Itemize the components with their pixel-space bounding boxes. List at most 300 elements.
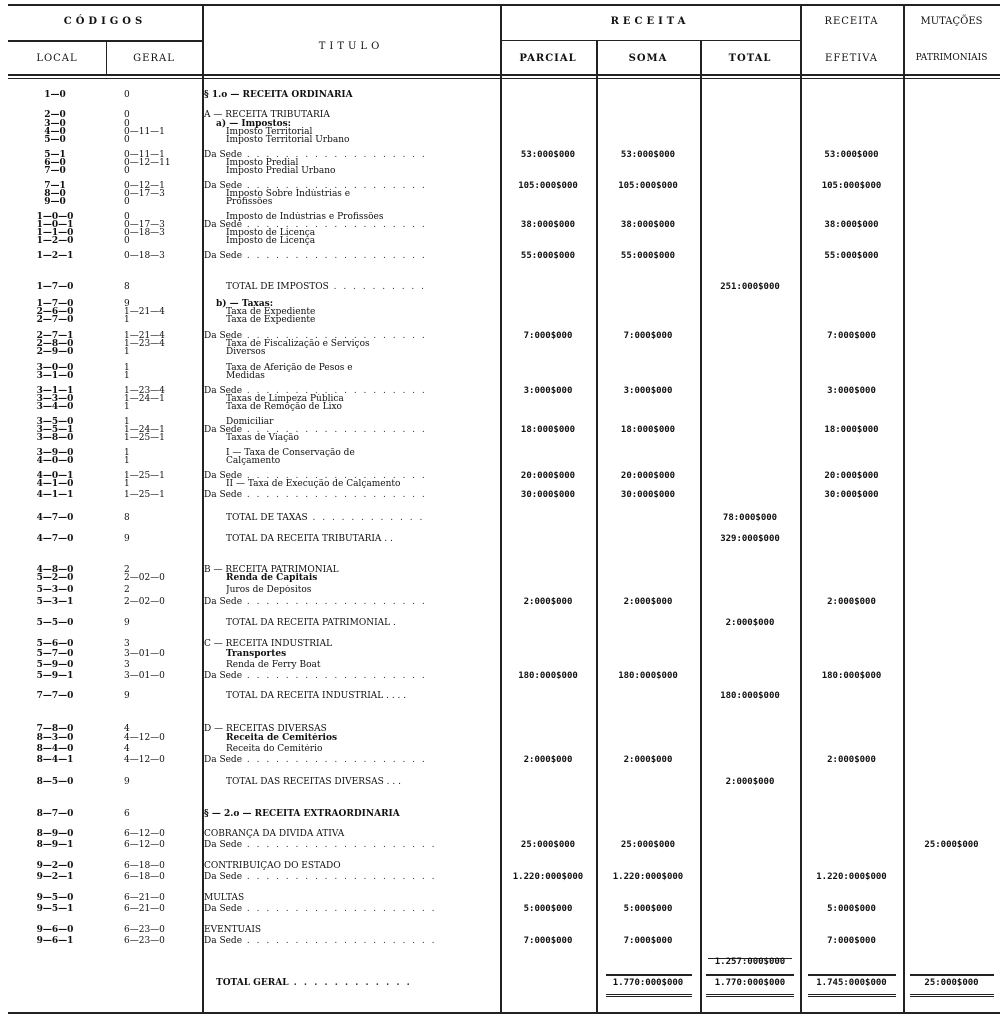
row-title	[226, 479, 494, 489]
header-total: TOTAL	[728, 53, 772, 64]
row-parcial-value: 53:000$000	[520, 150, 576, 160]
row-title-text: Receita de Cemitérios	[226, 733, 338, 743]
row-title	[226, 618, 494, 628]
row-geral-code: 4—12—0	[124, 755, 165, 765]
row-title	[216, 978, 494, 988]
header-parcial: PARCIAL	[519, 53, 577, 64]
leader-dots: . . . . . . . . . . . . . . . . . . .	[242, 251, 427, 261]
row-geral-code: 0—11—1	[124, 127, 165, 137]
row-geral-code: 6—12—0	[124, 840, 165, 850]
row-title	[226, 777, 494, 787]
leader-dots: . . . . . . . . . . . . . . . . . . .	[242, 671, 427, 681]
row-local-code: 3—5—0	[36, 417, 74, 427]
row-local-code: 2—9—0	[36, 347, 74, 357]
header-local: LOCAL	[36, 53, 78, 64]
row-local-code: 8—4—0	[36, 744, 74, 754]
grand-total-line-efetiva	[808, 974, 896, 976]
leader-dots: . . . . . . . . . . . . . . . . . . . .	[242, 840, 437, 850]
row-efetiva-value: 30:000$000	[824, 490, 879, 500]
header-mutacoes-2: PATRIMONIAIS	[915, 53, 988, 63]
row-title-text: Profissões	[226, 197, 273, 207]
row-local-code: 3—0	[44, 119, 66, 129]
row-title-text: Imposto Predial Urbano	[226, 166, 336, 176]
row-title	[204, 904, 494, 914]
row-title	[226, 573, 494, 583]
row-geral-code: 1	[124, 417, 130, 427]
row-soma-value: 20:000$000	[620, 471, 676, 481]
row-local-code: 3—5—1	[36, 425, 74, 435]
row-local-code: 2—7—0	[36, 315, 74, 325]
row-local-code: 4—1—0	[36, 479, 74, 489]
row-title-text: Taxa de Remoção de Lixo	[226, 402, 342, 412]
row-local-code: 4—7—0	[36, 534, 74, 544]
row-local-code: 5—5—0	[36, 618, 74, 628]
row-title	[226, 649, 494, 659]
row-title-text: TOTAL GERAL	[216, 978, 289, 988]
row-title-text: a) — Impostos:	[216, 119, 292, 129]
double-rule-mutacoes	[910, 994, 994, 997]
row-mutacoes-value: 25:000$000	[924, 978, 979, 988]
header-titulo: TITULO	[318, 41, 384, 52]
row-title-text: COBRANÇA DA DÍVIDA ATIVA	[204, 829, 345, 839]
row-local-code: 1—0—1	[36, 220, 74, 230]
row-title-text: B — RECEITA PATRIMONIAL	[204, 565, 339, 575]
row-local-code: 8—7—0	[36, 809, 74, 819]
row-geral-code: 2—02—0	[124, 573, 165, 583]
row-soma-value: 2:000$000	[623, 755, 673, 765]
row-local-code: 2—0	[44, 110, 66, 120]
row-local-code: 1—0—0	[36, 212, 74, 222]
row-geral-code: 2—02—0	[124, 597, 165, 607]
leader-dots: . . . . . . . . . . . . . . . . . . .	[242, 490, 427, 500]
row-title-text: TOTAL DA RECEITA TRIBUTÁRIA . .	[226, 534, 393, 544]
row-title	[226, 456, 494, 466]
row-geral-code: 1—25—1	[124, 471, 165, 481]
row-title	[226, 236, 494, 246]
row-title-text: Da Sede	[204, 755, 243, 765]
row-geral-code: 6—23—0	[124, 925, 165, 935]
row-geral-code: 0	[124, 197, 130, 207]
leader-dots: . . . . . . . . . . . . . . . . . . .	[242, 150, 427, 160]
row-title	[204, 861, 494, 871]
row-geral-code: 0—12—11	[124, 158, 171, 168]
row-title-text: TOTAL DE IMPOSTOS	[226, 282, 329, 292]
row-geral-code: 1	[124, 448, 130, 458]
row-local-code: 2—8—0	[36, 339, 74, 349]
row-local-code: 1—0	[44, 90, 66, 100]
row-local-code: 5—1	[44, 150, 66, 160]
row-local-code: 3—1—0	[36, 371, 74, 381]
header-codigos: CÓDIGOS	[63, 16, 147, 27]
row-title-text: Imposto Territorial Urbano	[226, 135, 350, 145]
row-geral-code: 6—18—0	[124, 872, 165, 882]
row-title	[226, 315, 494, 325]
top-rule	[8, 4, 1000, 6]
row-efetiva-value: 7:000$000	[827, 936, 876, 946]
row-total-value: 2:000$000	[725, 618, 775, 628]
row-parcial-value: 30:000$000	[520, 490, 576, 500]
row-title	[226, 744, 494, 754]
row-soma-value: 18:000$000	[620, 425, 676, 435]
leader-dots: . . . . . . . . . . . . . . . . . . .	[242, 755, 427, 765]
row-parcial-value: 38:000$000	[520, 220, 576, 230]
row-local-code: 8—4—1	[36, 755, 74, 765]
row-local-code: 5—9—1	[36, 671, 74, 681]
row-title-text: Da Sede	[204, 872, 243, 882]
row-geral-code: 0—11—1	[124, 150, 165, 160]
row-title	[204, 840, 494, 850]
row-parcial-value: 55:000$000	[520, 251, 576, 261]
row-local-code: 9—2—0	[36, 861, 74, 871]
row-geral-code: 0—17—3	[124, 189, 165, 199]
row-local-code: 1—7—0	[36, 299, 74, 309]
row-title	[204, 597, 494, 607]
row-title	[204, 490, 494, 500]
row-geral-code: 1	[124, 402, 130, 412]
row-title	[226, 282, 494, 292]
row-title-text: Calçamento	[226, 456, 281, 466]
row-efetiva-value: 105:000$000	[821, 181, 882, 191]
row-soma-value: 3:000$000	[623, 386, 673, 396]
row-geral-code: 1—23—4	[124, 339, 165, 349]
row-title	[226, 691, 494, 701]
row-geral-code: 1—21—4	[124, 331, 165, 341]
row-title-text: Da Sede	[204, 150, 243, 160]
leader-dots: . . . . . . . . . . . . . . . . . . .	[242, 181, 427, 191]
row-title	[226, 585, 494, 595]
row-title	[226, 166, 494, 176]
row-geral-code: 3—01—0	[124, 649, 165, 659]
row-local-code: 3—4—0	[36, 402, 74, 412]
grand-total-line-soma	[606, 974, 692, 976]
row-local-code: 5—2—0	[36, 573, 74, 583]
row-geral-code: 3	[124, 639, 130, 649]
row-geral-code: 6—18—0	[124, 861, 165, 871]
row-geral-code: 1—24—1	[124, 394, 165, 404]
row-title	[204, 829, 494, 839]
row-geral-code: 0	[124, 135, 130, 145]
row-local-code: 5—3—0	[36, 585, 74, 595]
row-geral-code: 4	[124, 724, 130, 734]
row-efetiva-value: 38:000$000	[824, 220, 879, 230]
row-title-text: Imposto Sobre Indústrias e	[226, 189, 351, 199]
row-local-code: 9—5—1	[36, 904, 74, 914]
row-title-text: Imposto de Indústrias e Profissões	[226, 212, 384, 222]
row-local-code: 9—5—0	[36, 893, 74, 903]
row-geral-code: 0	[124, 166, 130, 176]
row-soma-value: 7:000$000	[623, 936, 673, 946]
leader-dots: . . . . . . . . . . . . . . . . . . . .	[242, 936, 437, 946]
row-title-text: EVENTUAIS	[204, 925, 262, 935]
row-local-code: 5—0	[44, 135, 66, 145]
row-local-code: 3—0—0	[36, 363, 74, 373]
row-geral-code: 1	[124, 479, 130, 489]
row-parcial-value: 3:000$000	[523, 386, 573, 396]
row-title	[226, 513, 494, 523]
row-local-code: 7—8—0	[36, 724, 74, 734]
row-local-code: 4—8—0	[36, 565, 74, 575]
row-geral-code: 6—23—0	[124, 936, 165, 946]
row-title-text: Taxa de Expediente	[226, 315, 316, 325]
row-title-text: Da Sede	[204, 386, 243, 396]
row-geral-code: 1—21—4	[124, 307, 165, 317]
row-local-code: 2—6—0	[36, 307, 74, 317]
row-local-code: 8—3—0	[36, 733, 74, 743]
row-geral-code: 6—21—0	[124, 904, 165, 914]
row-title	[204, 251, 494, 261]
row-local-code: 3—1—1	[36, 386, 74, 396]
row-local-code: 5—3—1	[36, 597, 74, 607]
row-geral-code: 9	[124, 534, 130, 544]
row-local-code: 4—0	[44, 127, 66, 137]
leader-dots: . . . . . . . . . . . . . . . . . . .	[242, 220, 427, 230]
row-local-code: 4—7—0	[36, 513, 74, 523]
row-soma-value: 5:000$000	[623, 904, 673, 914]
row-soma-value: 38:000$000	[620, 220, 676, 230]
row-geral-code: 4—12—0	[124, 733, 165, 743]
header-rule-bottom2	[8, 78, 1000, 79]
row-local-code: 5—9—0	[36, 660, 74, 670]
row-mutacoes-value: 25:000$000	[924, 840, 979, 850]
row-local-code: 4—0—0	[36, 456, 74, 466]
row-local-code: 1—2—0	[36, 236, 74, 246]
row-title-text: Da Sede	[204, 597, 243, 607]
row-title-text: § 1.o — RECEITA ORDINÁRIA	[204, 90, 353, 100]
row-soma-value: 105:000$000	[618, 181, 678, 191]
row-geral-code: 9	[124, 618, 130, 628]
row-title-text: Taxas de Viação	[226, 433, 299, 443]
row-title-text: Imposto Predial	[226, 158, 299, 168]
row-efetiva-value: 2:000$000	[827, 755, 876, 765]
row-geral-code: 0	[124, 212, 130, 222]
row-geral-code: 6—12—0	[124, 829, 165, 839]
row-geral-code: 6—21—0	[124, 893, 165, 903]
header-rule-mid	[8, 40, 202, 42]
header-mutacoes-1: MUTAÇÕES	[920, 16, 983, 27]
row-efetiva-value: 20:000$000	[824, 471, 879, 481]
row-geral-code: 0—17—3	[124, 220, 165, 230]
row-title	[204, 809, 494, 819]
row-title-text: Receita do Cemitério	[226, 744, 323, 754]
row-geral-code: 1	[124, 315, 130, 325]
row-title-text: D — RECEITAS DIVERSAS	[204, 724, 327, 734]
row-title-text: CONTRIBUIÇÃO DO ESTADO	[204, 861, 341, 871]
row-geral-code: 2	[124, 565, 130, 575]
row-parcial-value: 180:000$000	[518, 671, 578, 681]
row-title-text: Juros de Depósitos	[226, 585, 312, 595]
row-efetiva-value: 7:000$000	[827, 331, 876, 341]
header-receita-efetiva-1: RECEITA	[824, 16, 879, 27]
row-title-text: Imposto de Licença	[226, 236, 316, 246]
row-local-code: 1—2—1	[36, 251, 74, 261]
row-title-text: Da Sede	[204, 840, 243, 850]
grand-total-line-mutacoes	[910, 974, 994, 976]
row-efetiva-value: 1.220:000$000	[816, 872, 887, 882]
leader-dots: . . . . . . . . . .	[328, 282, 427, 292]
leader-dots: . . . . . . . . . . . . . . . . . . .	[242, 386, 427, 396]
row-title	[226, 660, 494, 670]
double-rule-soma	[606, 994, 692, 997]
row-local-code: 4—0—1	[36, 471, 74, 481]
row-title	[226, 433, 494, 443]
grand-total-line-total	[706, 974, 794, 976]
row-title-text: MULTAS	[204, 893, 245, 903]
row-title-text: TOTAL DA RECEITA PATRIMONIAL .	[226, 618, 396, 628]
row-soma-value: 53:000$000	[620, 150, 676, 160]
leader-dots: . . . . . . . . . . . . . . . . . . . .	[242, 872, 437, 882]
row-title-text: b) — Taxas:	[216, 299, 274, 309]
row-title-text: Da Sede	[204, 671, 243, 681]
row-title	[226, 402, 494, 412]
row-total-value: 1.770:000$000	[714, 978, 786, 988]
row-local-code: 5—6—0	[36, 639, 74, 649]
row-geral-code: 1—24—1	[124, 425, 165, 435]
row-geral-code: 9	[124, 691, 130, 701]
row-geral-code: 0—18—3	[124, 251, 165, 261]
row-title-text: TOTAL DE TAXAS	[226, 513, 308, 523]
row-title-text: Taxa de Fiscalização e Serviços	[226, 339, 370, 349]
row-parcial-value: 7:000$000	[523, 936, 573, 946]
row-soma-value: 180:000$000	[618, 671, 678, 681]
row-title-text: Da Sede	[204, 936, 243, 946]
row-total-value: 1.257:000$000	[714, 957, 786, 967]
row-title	[204, 639, 494, 649]
row-title	[204, 936, 494, 946]
row-title	[226, 733, 494, 743]
row-soma-value: 1.220:000$000	[612, 872, 684, 882]
row-geral-code: 1	[124, 347, 130, 357]
row-geral-code: 1	[124, 456, 130, 466]
row-title-text: Da Sede	[204, 220, 243, 230]
row-title-text: Renda de Ferry Boat	[226, 660, 321, 670]
row-total-value: 2:000$000	[725, 777, 775, 787]
row-soma-value: 1.770:000$000	[612, 978, 684, 988]
row-title	[204, 872, 494, 882]
row-title-text: Medidas	[226, 371, 265, 381]
row-efetiva-value: 180:000$000	[821, 671, 882, 681]
row-parcial-value: 2:000$000	[523, 755, 573, 765]
row-geral-code: 9	[124, 299, 130, 309]
row-title-text: A — RECEITA TRIBUTÁRIA	[204, 110, 330, 120]
row-title-text: Da Sede	[204, 251, 243, 261]
row-total-value: 251:000$000	[720, 282, 780, 292]
row-geral-code: 2	[124, 585, 130, 595]
row-title-text: I — Taxa de Conservação de	[226, 448, 355, 458]
row-title	[204, 671, 494, 681]
row-local-code: 7—1	[44, 181, 66, 191]
row-local-code: 9—6—0	[36, 925, 74, 935]
row-title-text: Taxas de Limpeza Pública	[226, 394, 344, 404]
leader-dots: . . . . . . . . . . . . . . . . . . . .	[242, 904, 437, 914]
row-efetiva-value: 18:000$000	[824, 425, 879, 435]
row-title-text: Imposto de Licença	[226, 228, 316, 238]
row-efetiva-value: 1.745:000$000	[816, 978, 887, 988]
row-geral-code: 9	[124, 777, 130, 787]
row-geral-code: 8	[124, 282, 130, 292]
row-geral-code: 8	[124, 513, 130, 523]
row-title	[226, 197, 494, 207]
header-rule-bottom	[8, 74, 1000, 76]
row-local-code: 9—6—1	[36, 936, 74, 946]
row-title-text: TOTAL DAS RECEITAS DIVERSAS . . .	[226, 777, 401, 787]
row-title-text: Renda de Capitais	[226, 573, 318, 583]
row-local-code: 9—2—1	[36, 872, 74, 882]
row-title-text: TOTAL DA RECEITA INDUSTRIAL . . . .	[226, 691, 407, 701]
row-title	[204, 925, 494, 935]
row-title-text: Da Sede	[204, 331, 243, 341]
header-receita: RECEITA	[610, 16, 690, 27]
row-local-code: 8—9—0	[36, 829, 74, 839]
row-geral-code: 3—01—0	[124, 671, 165, 681]
row-parcial-value: 25:000$000	[520, 840, 576, 850]
row-title-text: Domiciliar	[226, 417, 274, 427]
row-parcial-value: 18:000$000	[520, 425, 576, 435]
leader-dots: . . . . . . . . . . . . . . . . . . .	[242, 471, 427, 481]
row-title-text: Da Sede	[204, 181, 243, 191]
header-geral: GERAL	[133, 53, 175, 64]
header-receita-efetiva-2: EFETIVA	[825, 53, 878, 64]
row-local-code: 7—0	[44, 166, 66, 176]
row-geral-code: 1—23—4	[124, 386, 165, 396]
row-title-text: Da Sede	[204, 904, 243, 914]
row-local-code: 3—9—0	[36, 448, 74, 458]
row-efetiva-value: 5:000$000	[827, 904, 876, 914]
row-title-text: Taxa de Aferição de Pesos e	[226, 363, 353, 373]
row-local-code: 5—7—0	[36, 649, 74, 659]
row-total-value: 329:000$000	[720, 534, 780, 544]
row-geral-code: 1	[124, 371, 130, 381]
row-geral-code: 4	[124, 744, 130, 754]
row-geral-code: 0	[124, 236, 130, 246]
row-geral-code: 3	[124, 660, 130, 670]
row-title-text: II — Taxa de Execução de Calçamento	[226, 479, 401, 489]
row-geral-code: 6	[124, 809, 130, 819]
row-local-code: 8—9—1	[36, 840, 74, 850]
row-title-text: § — 2.o — RECEITA EXTRAORDINÁRIA	[204, 809, 400, 819]
row-total-value: 78:000$000	[722, 513, 778, 523]
row-parcial-value: 7:000$000	[523, 331, 573, 341]
row-efetiva-value: 55:000$000	[824, 251, 879, 261]
row-geral-code: 1—25—1	[124, 490, 165, 500]
row-parcial-value: 2:000$000	[523, 597, 573, 607]
row-parcial-value: 5:000$000	[523, 904, 573, 914]
row-title	[204, 90, 494, 100]
header-rule-mid-receita	[500, 40, 800, 41]
row-soma-value: 55:000$000	[620, 251, 676, 261]
header-soma: SOMA	[628, 53, 668, 64]
row-local-code: 4—1—1	[36, 490, 74, 500]
bottom-rule	[8, 1012, 1000, 1014]
row-title-text: Imposto Territorial	[226, 127, 313, 137]
leader-dots: . . . . . . . . . . . .	[307, 513, 425, 523]
row-parcial-value: 1.220:000$000	[512, 872, 584, 882]
row-geral-code: 0—12—1	[124, 181, 165, 191]
row-title-text: Da Sede	[204, 425, 243, 435]
leader-dots: . . . . . . . . . . . .	[288, 978, 412, 988]
row-local-code: 9—0	[44, 197, 66, 207]
row-geral-code: 1	[124, 363, 130, 373]
leader-dots: . . . . . . . . . . . . . . . . . . .	[242, 597, 427, 607]
row-total-value: 180:000$000	[720, 691, 780, 701]
row-soma-value: 2:000$000	[623, 597, 673, 607]
row-efetiva-value: 53:000$000	[824, 150, 879, 160]
row-geral-code: 0—18—3	[124, 228, 165, 238]
row-soma-value: 7:000$000	[623, 331, 673, 341]
row-local-code: 3—3—0	[36, 394, 74, 404]
row-title-text: Da Sede	[204, 490, 243, 500]
row-title-text: Taxa de Expediente	[226, 307, 316, 317]
row-local-code: 3—8—0	[36, 433, 74, 443]
